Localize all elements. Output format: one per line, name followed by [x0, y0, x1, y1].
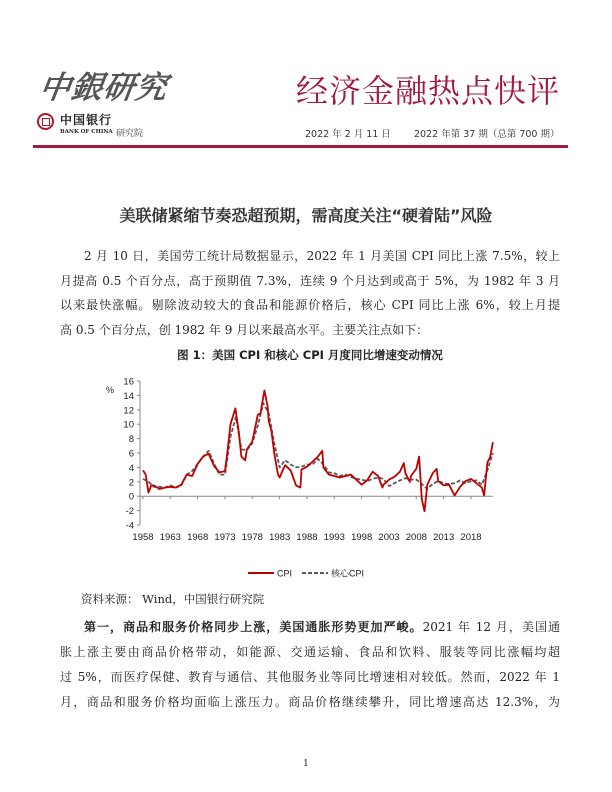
issue-number: 2022 年第 37 期（总第 700 期） [414, 129, 560, 140]
x-tick-label: 1993 [323, 532, 345, 543]
x-tick-label: 1998 [351, 532, 373, 543]
y-tick-label: 16 [123, 376, 134, 388]
x-tick-label: 1988 [296, 532, 318, 543]
y-tick-label: 14 [123, 390, 134, 402]
page-number: 1 [303, 759, 309, 769]
x-tick-label: 1958 [132, 532, 154, 543]
series-line-cpi [143, 390, 493, 511]
y-tick-label: 8 [128, 434, 134, 446]
y-tick-label: 0 [128, 491, 134, 503]
x-tick-label: 1963 [159, 532, 181, 543]
x-tick-label: 2008 [405, 532, 427, 543]
x-tick-label: 1973 [214, 532, 236, 543]
y-axis-label: % [106, 385, 115, 395]
bank-name-en: BANK OF CHINA [60, 129, 113, 135]
paragraph-2-line: 胀上涨主要由商品价格带动，如能源、交通运输、食品和饮料、服装等同比涨幅均超 [60, 645, 560, 659]
paragraph-1-line: 高 0.5 个百分点，创 1982 年 9 月以来最高水平。主要关注点如下： [60, 323, 429, 337]
x-tick-label: 2013 [433, 532, 455, 543]
y-tick-label: -2 [125, 506, 134, 518]
y-tick-label: 10 [123, 419, 134, 431]
legend-label: CPI [277, 568, 293, 579]
header-divider [33, 145, 568, 148]
legend-label: 核心CPI [331, 568, 365, 579]
bank-of-china-logo-icon [37, 113, 54, 130]
paragraph-2-line [84, 619, 560, 635]
figure-source: 资料来源： Wind，中国银行研究院 [81, 592, 265, 606]
x-tick-label: 2003 [378, 532, 400, 543]
paragraph-2-line: 过 5%，而医疗保健、教育与通信、其他服务业等同比增速相对较低。然而，2022 年 1 [60, 670, 560, 684]
publish-date: 2022 年 2 月 11 日 [305, 129, 391, 140]
series-line-core-cpi [143, 403, 493, 489]
x-tick-label: 1983 [269, 532, 291, 543]
x-tick-label: 1968 [187, 532, 209, 543]
article-headline: 美联储紧缩节奏恐超预期，需高度关注“硬着陆”风险 [119, 206, 493, 225]
paragraph-1-line: 月提高 0.5 个百分点，高于预期值 7.3%，连续 9 个月达到或高于 5%，为 1982 年 3 月 [60, 274, 560, 288]
y-tick-label: 2 [128, 477, 134, 489]
institute-label: 研究院 [116, 129, 144, 139]
cpi-line-chart [100, 370, 520, 585]
paragraph-2-lead: 第一，商品和服务价格同步上涨，美国通胀形势更加严峻。 [84, 620, 423, 634]
research-logo: 中銀研究 [36, 70, 171, 106]
paragraph-2-text: 2021 年 12 月，美国通 [422, 620, 560, 634]
y-tick-label: 6 [128, 448, 134, 460]
y-tick-label: 4 [128, 462, 134, 474]
y-tick-label: 12 [123, 405, 134, 417]
paragraph-2-line: 月，商品和服务价格均面临上涨压力。商品价格继续攀升，同比增速高达 12.3%，为 [60, 695, 560, 709]
bank-name-cn: 中国银行 [60, 113, 113, 127]
figure-caption: 图 1：美国 CPI 和核心 CPI 月度同比增速变动情况 [177, 348, 443, 362]
y-tick-label: -4 [125, 520, 134, 532]
paragraph-1-line: 2 月 10 日，美国劳工统计局数据显示，2022 年 1 月美国 CPI 同比上涨 7.5%，较上 [84, 249, 560, 263]
x-tick-label: 2018 [460, 532, 482, 543]
x-tick-label: 1978 [241, 532, 263, 543]
paragraph-1-line: 以来最快涨幅。剔除波动较大的食品和能源价格后，核心 CPI 同比上涨 6%，较上月提 [60, 298, 560, 312]
report-series-title: 经济金融热点快评 [296, 72, 561, 110]
